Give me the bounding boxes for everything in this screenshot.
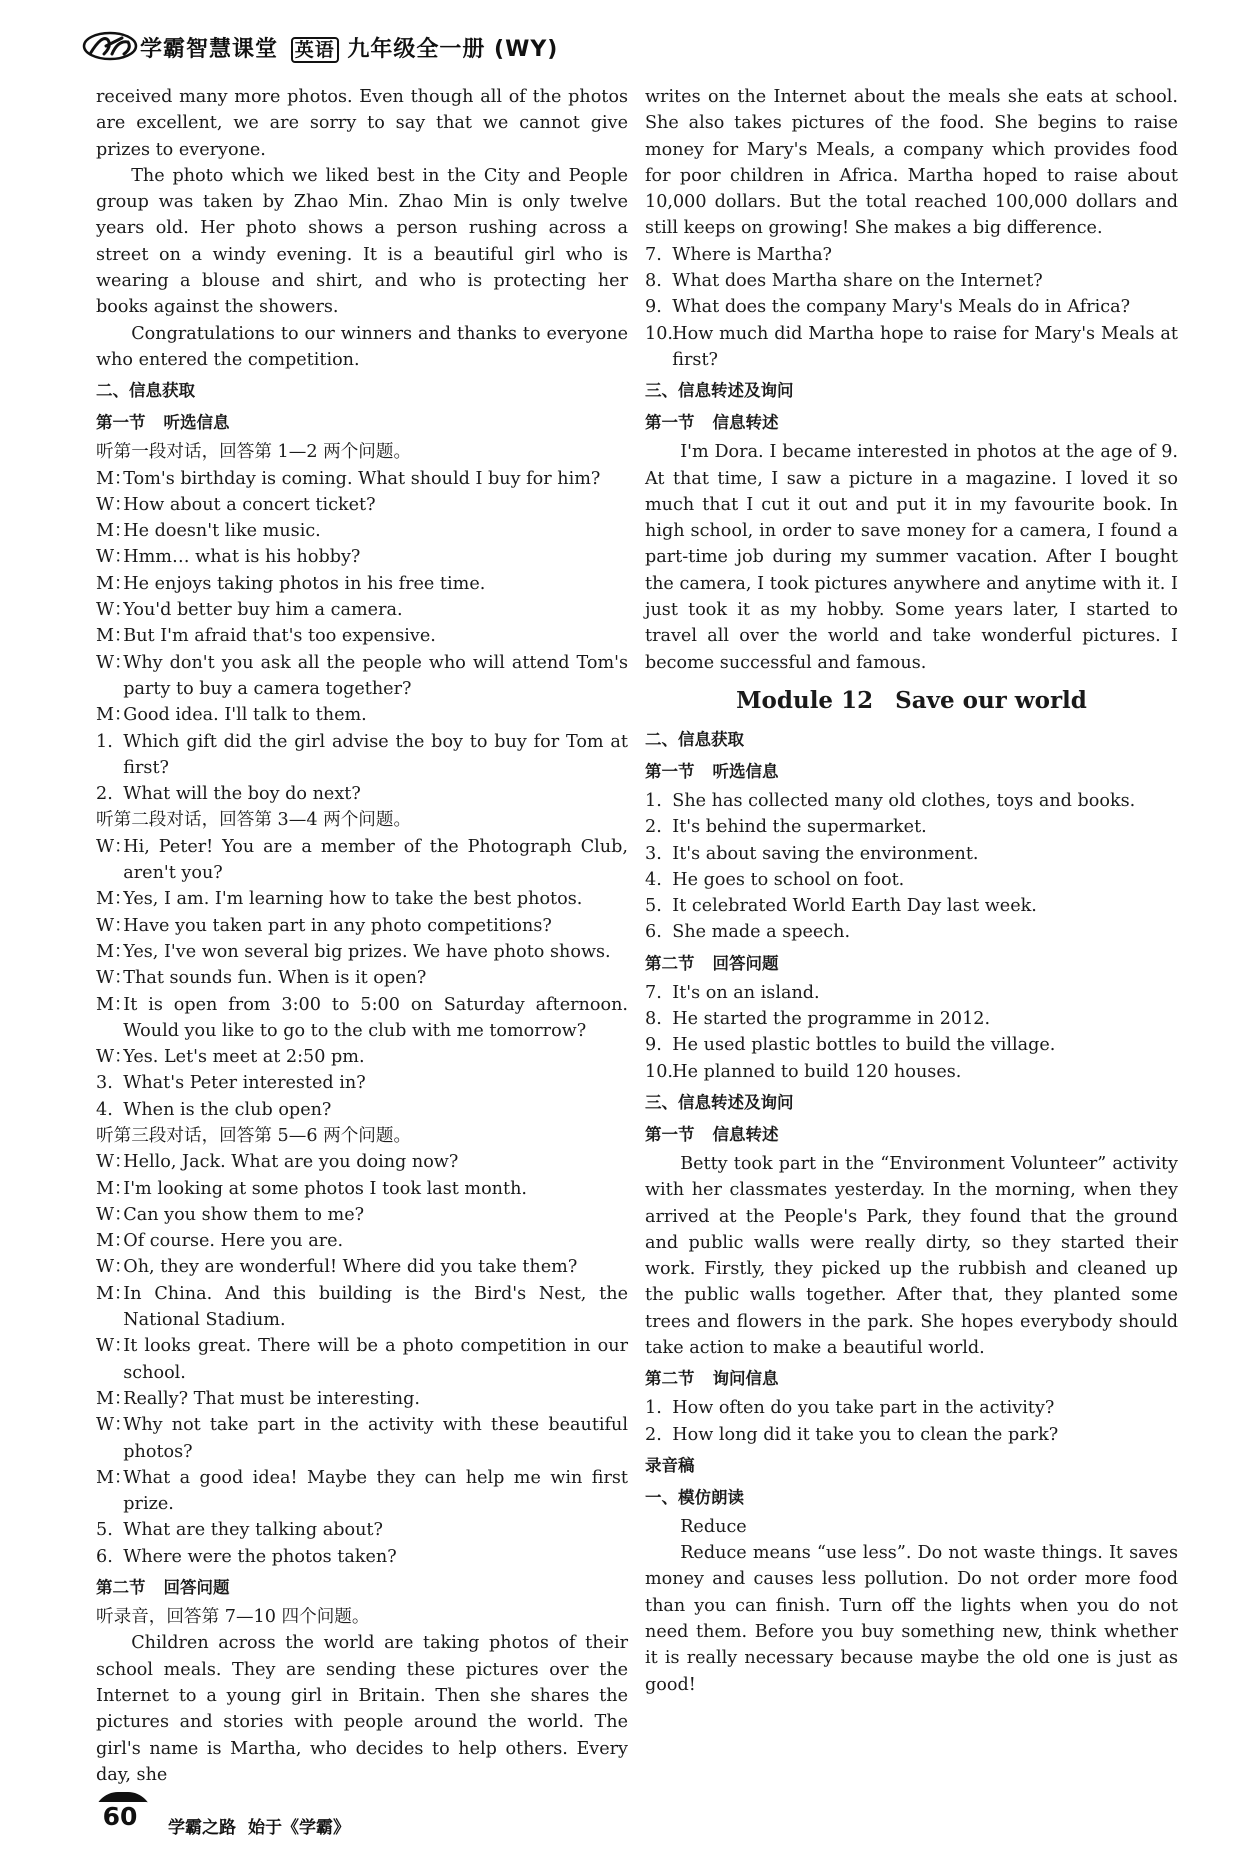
dialogue-line: W：Can you show them to me? — [96, 1204, 365, 1225]
paragraph: Children across the world are taking photos of their school meals. They are sending these pictures over the Internet to a young girl in Britain. Then she shares the pictures and stories with people around the world. The girl's name is Martha, who decides to help others. Every day, she — [96, 1633, 628, 1785]
dialogue-1 — [96, 466, 628, 729]
page-number: 60 — [88, 1802, 152, 1831]
dialogue-line: W：You'd better buy him a camera. — [96, 600, 403, 621]
dialogue-line: M：Yes, I've won several big prizes. We have photo shows. — [96, 941, 611, 962]
paragraph: writes on the Internet about the meals she eats at school. She also takes pictures of the food. She begins to raise money for Mary's Meals, a company which provides food for poor children in Africa. Martha hoped to raise about 10,000 dollars. But the total reached 100,000 dollars and still keeps on growing! She makes a big difference. — [645, 87, 1178, 239]
dialogue-line: M：I'm looking at some photos I took last month. — [96, 1178, 528, 1199]
answer-item: 6. She made a speech. — [645, 922, 851, 943]
script-heading: 录音稿 — [645, 1455, 695, 1475]
dialogue-2 — [96, 834, 628, 1071]
dialogue-intro: 听第三段对话，回答第 5—6 两个问题。 — [96, 1125, 412, 1146]
answer-item: 3. It's about saving the environment. — [645, 843, 979, 864]
section-heading: 三、信息转述及询问 — [645, 1092, 794, 1112]
slogan-part: 始于《学霸》 — [248, 1818, 350, 1838]
question-item: 4. When is the club open? — [96, 1099, 332, 1120]
part-heading: 第一节 听选信息 — [645, 761, 779, 781]
dialogue-intro: 听第一段对话，回答第 1—2 两个问题。 — [96, 442, 412, 463]
part-heading: 第一节 听选信息 — [96, 413, 230, 433]
dialogue-line: M：It is open from 3:00 to 5:00 on Saturday afternoon. Would you like to go to the club with me tomorrow? — [96, 994, 628, 1041]
recording-intro: 听录音，回答第 7—10 四个问题。 — [96, 1607, 370, 1628]
dialogue-line: W：Oh, they are wonderful! Where did you take them? — [96, 1257, 578, 1278]
footer-slogan — [168, 1813, 362, 1838]
question-item: 1. Which gift did the girl advise the boy to buy for Tom at first? — [96, 731, 628, 778]
dialogue-line: W：Yes. Let's meet at 2:50 pm. — [96, 1047, 365, 1068]
answer-item: 5. It celebrated World Earth Day last week. — [645, 896, 1037, 917]
dialogue-intro: 听第二段对话，回答第 3—4 两个问题。 — [96, 810, 412, 831]
page-header — [82, 26, 562, 66]
dialogue-line: W：Hi, Peter! You are a member of the Photograph Club, aren't you? — [96, 836, 628, 884]
dialogue-line: W：Why not take part in the activity with these beautiful photos? — [96, 1415, 628, 1462]
dialogue-line: W：It looks great. There will be a photo competition in our school. — [96, 1336, 628, 1383]
dialogue-3 — [96, 1149, 628, 1517]
answer-item: 7. It's on an island. — [645, 982, 820, 1003]
page-footer — [88, 1786, 448, 1850]
dialogue-line: M：What a good idea! Maybe they can help me win first prize. — [96, 1467, 628, 1515]
question-list — [645, 1395, 1178, 1448]
dialogue-line: M：He enjoys taking photos in his free time. — [96, 573, 486, 594]
section-heading: 二、信息获取 — [96, 381, 195, 401]
answer-list — [645, 980, 1178, 1085]
page-number-badge — [88, 1786, 160, 1850]
grade-label: 九年级全一册 (WY) — [347, 37, 559, 62]
answer-item: 8. He started the programme in 2012. — [645, 1009, 991, 1030]
dialogue-line: W：Have you taken part in any photo competitions? — [96, 915, 552, 936]
dialogue-line: M：Yes, I am. I'm learning how to take the best photos. — [96, 889, 583, 910]
brand-title — [140, 32, 558, 63]
dialogue-line: W：That sounds fun. When is it open? — [96, 968, 427, 989]
question-item: 8. What does Martha share on the Internet? — [645, 271, 1043, 292]
question-item: 5. What are they talking about? — [96, 1520, 383, 1541]
part-heading: 第一节 信息转述 — [645, 413, 779, 433]
answer-item: 2. It's behind the supermarket. — [645, 817, 927, 838]
dialogue-line: M：He doesn't like music. — [96, 521, 321, 542]
paragraph: I'm Dora. I became interested in photos at the age of 9. At that time, I saw a picture in a magazine. I loved it so much that I cut it out and put it in my favourite book. In high school, in order to save money for a camera, I found a part-time job during my summer vacation. After I bought the camera, I took pictures anywhere and anytime with it. I just took it as my hobby. Some years later, I started to travel all over the world and take wonderful pictures. I become successful and famous. — [645, 442, 1178, 673]
answer-item: 9. He used plastic bottles to build the village. — [645, 1035, 1056, 1056]
answer-list — [645, 788, 1178, 946]
question-item: 2. What will the boy do next? — [96, 784, 361, 805]
reading-title: Reduce — [680, 1516, 747, 1537]
answer-item: 4. He goes to school on foot. — [645, 869, 905, 890]
question-item: 7. Where is Martha? — [645, 244, 832, 265]
question-item: 3. What's Peter interested in? — [96, 1073, 366, 1094]
part-heading: 第二节 回答问题 — [96, 1578, 230, 1598]
part-heading: 第二节 询问信息 — [645, 1369, 779, 1389]
subject-badge: 英语 — [291, 37, 339, 63]
dialogue-line: M：Good idea. I'll talk to them. — [96, 705, 367, 726]
paragraph: Betty took part in the “Environment Volunteer” activity with her classmates yesterday. In the morning, when they arrived at the People's Park, they found that the ground and public walls were really dirty, so they started their work. Firstly, they picked up the rubbish and cleaned up the public walls together. After that, they planted some trees and flowers in the park. She hopes everybody should take action to make a beautiful world. — [645, 1153, 1178, 1358]
answer-item: 10.He planned to build 120 houses. — [645, 1061, 962, 1082]
question-item: 6. Where were the photos taken? — [96, 1546, 397, 1567]
section-heading: 三、信息转述及询问 — [645, 381, 794, 401]
section-heading: 一、模仿朗读 — [645, 1487, 744, 1507]
dialogue-line: M：But I'm afraid that's too expensive. — [96, 626, 436, 647]
brand-name: 学霸智慧课堂 — [140, 37, 279, 62]
left-column — [96, 84, 628, 1788]
question-item: 2. How long did it take you to clean the park? — [645, 1424, 1059, 1445]
paragraph: received many more photos. Even though all of the photos are excellent, we are sorry to say that we cannot give prizes to everyone. — [96, 87, 628, 160]
question-list — [645, 242, 1178, 373]
dialogue-line: W：Hello, Jack. What are you doing now? — [96, 1152, 459, 1173]
slogan-part: 学霸之路 — [168, 1818, 236, 1838]
question-item: 10.How much did Martha hope to raise for Mary's Meals at first? — [645, 323, 1178, 370]
dialogue-line: M：Tom's birthday is coming. What should I buy for him? — [96, 468, 601, 489]
part-heading: 第二节 回答问题 — [645, 953, 779, 973]
dialogue-line: W：How about a concert ticket? — [96, 494, 376, 515]
dialogue-line: W：Why don't you ask all the people who will attend Tom's party to buy a camera together? — [96, 652, 628, 699]
paragraph: Reduce means “use less”. Do not waste things. It saves money and causes less pollution. Do not order more food than you can finish. Turn off the lights when you do not need them. Before you buy something new, think whether it is really necessary because maybe the old one is just as good! — [645, 1543, 1178, 1695]
module-title: Module 12 Save our world — [736, 686, 1087, 714]
question-item: 9. What does the company Mary's Meals do in Africa? — [645, 297, 1131, 318]
brand-logo-icon — [82, 30, 138, 62]
dialogue-line: M：Of course. Here you are. — [96, 1231, 344, 1252]
answer-item: 1. She has collected many old clothes, toys and books. — [645, 790, 1136, 811]
dialogue-line: W：Hmm… what is his hobby? — [96, 547, 361, 568]
question-item: 1. How often do you take part in the activity? — [645, 1398, 1055, 1419]
dialogue-line: M：In China. And this building is the Bird's Nest, the National Stadium. — [96, 1283, 628, 1331]
paragraph: Congratulations to our winners and thanks to everyone who entered the competition. — [96, 323, 628, 370]
right-column — [645, 84, 1178, 1698]
part-heading: 第一节 信息转述 — [645, 1124, 779, 1144]
section-heading: 二、信息获取 — [645, 729, 744, 749]
dialogue-line: M：Really? That must be interesting. — [96, 1388, 420, 1409]
paragraph: The photo which we liked best in the City and People group was taken by Zhao Min. Zhao Min is only twelve years old. Her photo shows a person rushing across a street on a windy evening. It is a beautiful girl who is wearing a blouse and shirt, and who is protecting her books against the showers. — [96, 165, 628, 318]
